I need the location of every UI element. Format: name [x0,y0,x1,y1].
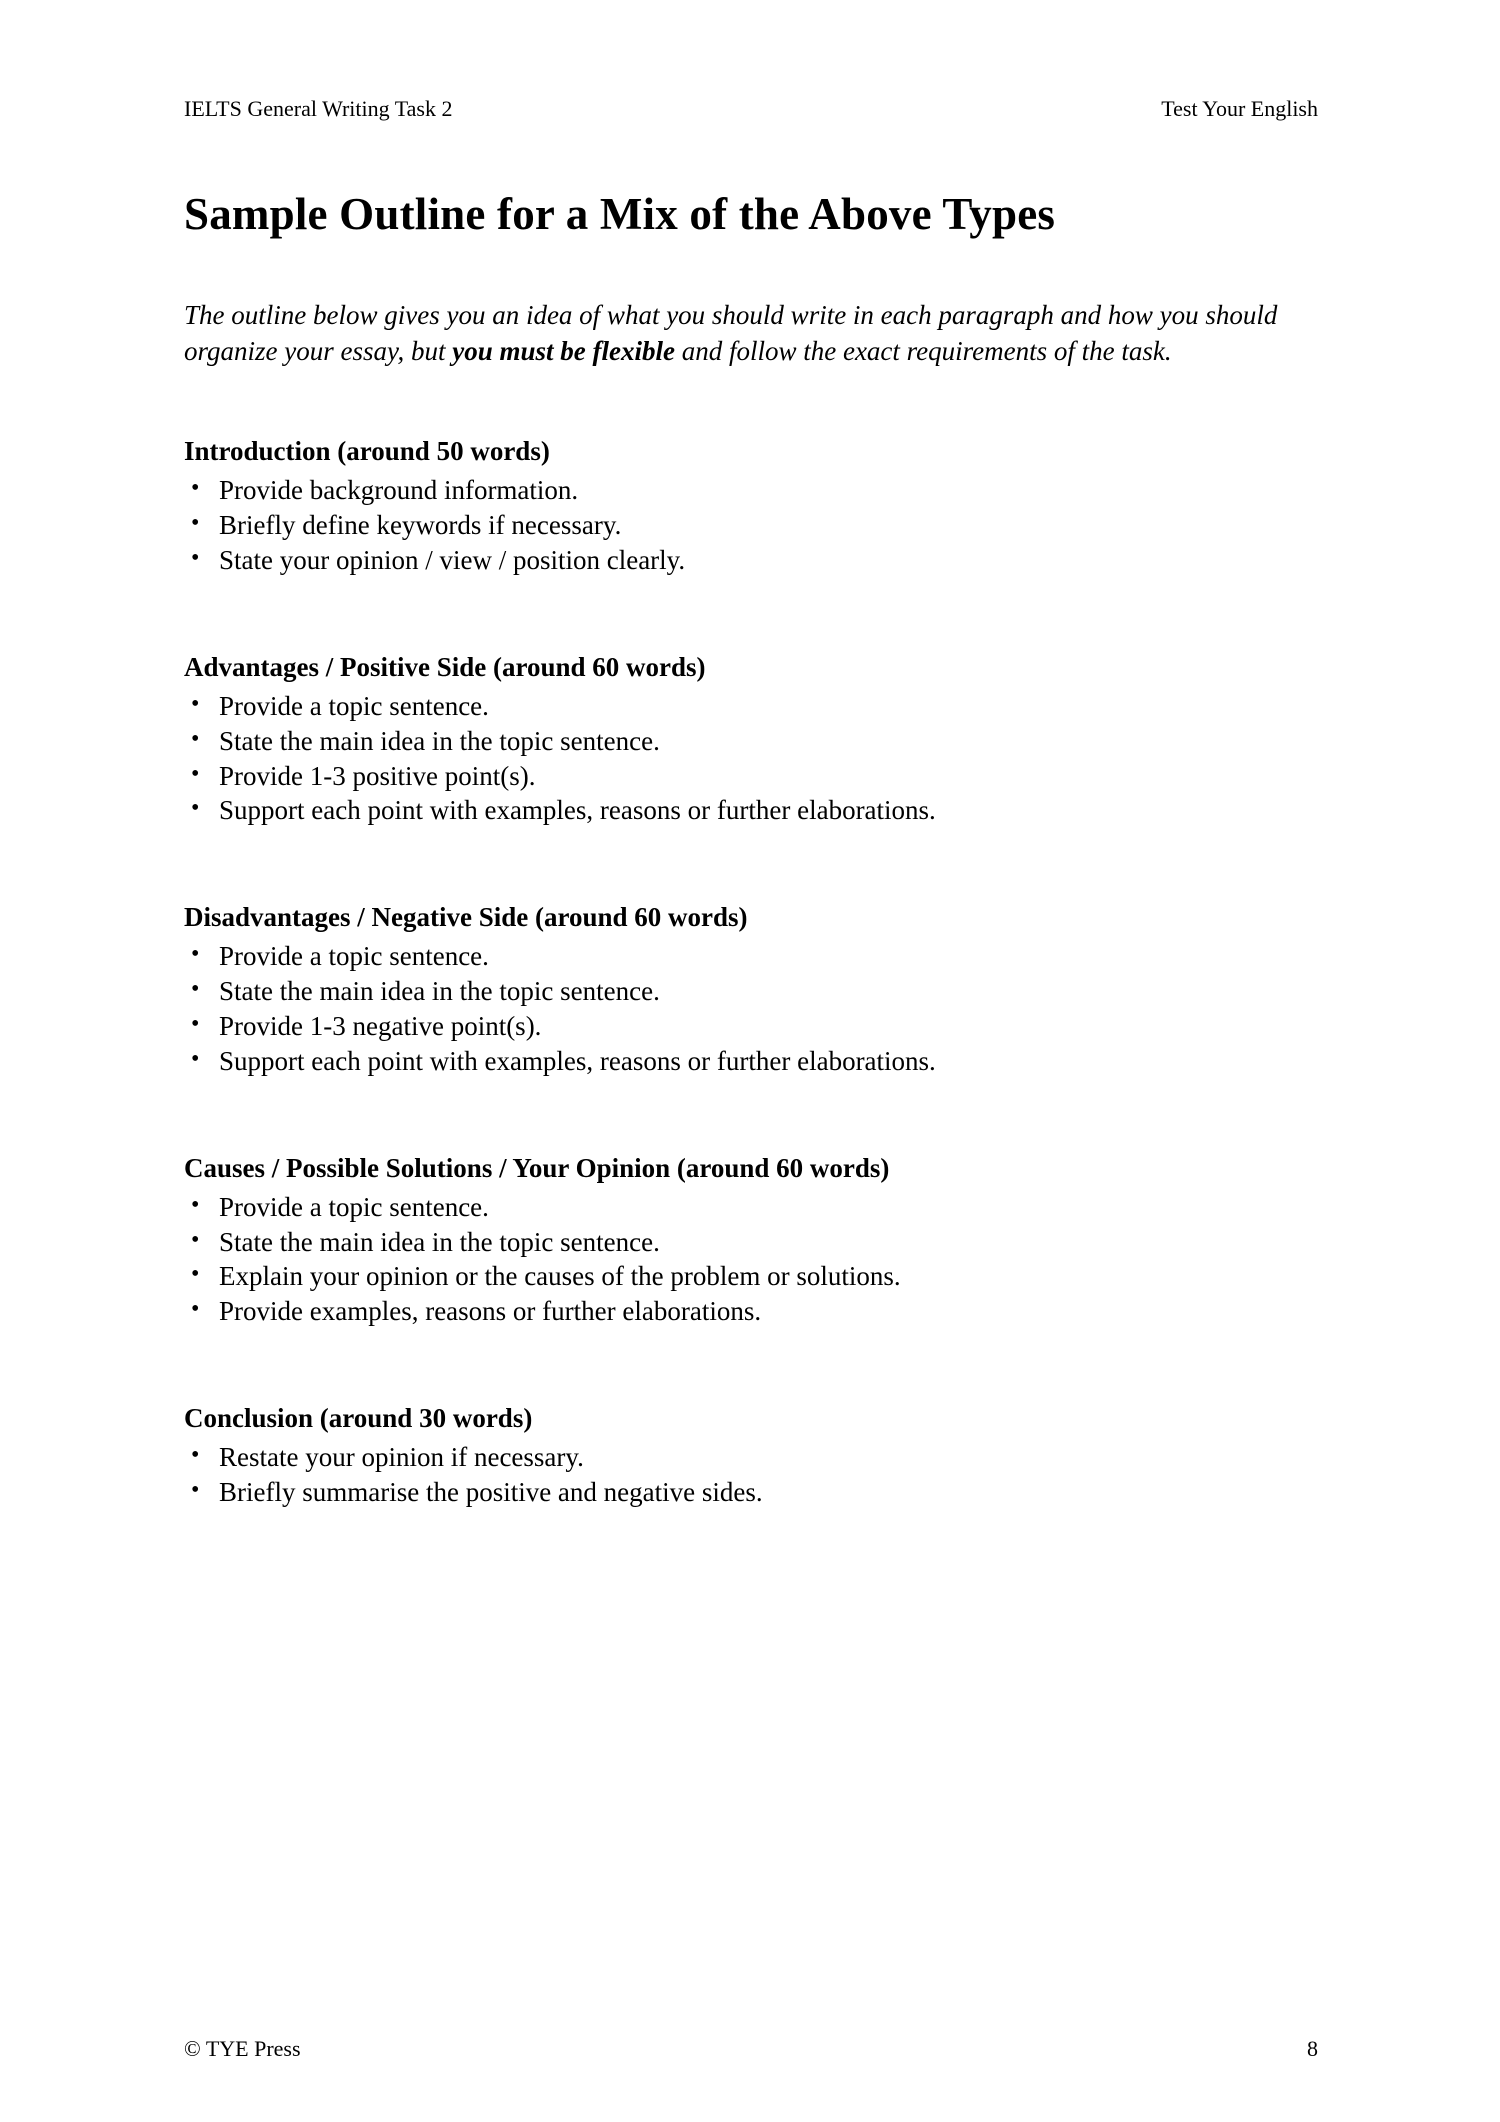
page-footer [184,2036,1318,2062]
bullet-item: • State the main idea in the topic sentence. [191,974,1318,1009]
header-left-text: IELTS General Writing Task 2 [184,96,453,121]
bullet-item: • Provide a topic sentence. [191,1190,1318,1225]
section-heading: Causes / Possible Solutions / Your Opinion (around 60 words) [184,1152,890,1183]
outline-section [184,1401,1318,1510]
sections [184,434,1318,1510]
section-heading: Advantages / Positive Side (around 60 words) [184,651,706,682]
bullet-item: • Provide 1-3 negative point(s). [191,1009,1318,1044]
footer-page-number: 8 [1307,2036,1318,2061]
bullet-item: • State the main idea in the topic sentence. [191,724,1318,759]
intro-text-post: and follow the exact requirements of the task. [674,336,1172,367]
bullet-item: • Provide a topic sentence. [191,689,1318,724]
bullet-item: • Restate your opinion if necessary. [191,1440,1318,1475]
bullet-list [184,689,1318,828]
bullet-item: • State your opinion / view / position clearly. [191,543,1318,578]
bullet-list [184,939,1318,1078]
bullet-item: • Briefly summarise the positive and negative sides. [191,1475,1318,1510]
page-title: Sample Outline for a Mix of the Above Types [184,189,1056,240]
bullet-item: • Provide background information. [191,473,1318,508]
section-heading: Conclusion (around 30 words) [184,1403,533,1433]
bullet-item: • Support each point with examples, reasons or further elaborations. [191,793,1318,828]
bullet-item: • State the main idea in the topic sentence. [191,1225,1318,1260]
bullet-item: • Briefly define keywords if necessary. [191,508,1318,543]
outline-section [184,650,1318,828]
running-header [184,96,1318,122]
intro-text-bold: you must be flexible [452,336,675,367]
intro-paragraph [184,298,1318,370]
bullet-item: • Provide examples, reasons or further elaborations. [191,1294,1318,1329]
bullet-item: • Support each point with examples, reasons or further elaborations. [191,1044,1318,1079]
bullet-list [184,1190,1318,1329]
outline-section [184,434,1318,578]
bullet-list [184,1440,1318,1510]
header-right-text: Test Your English [1161,96,1318,121]
footer-copyright: © TYE Press [184,2036,301,2061]
bullet-item: • Provide a topic sentence. [191,939,1318,974]
section-heading: Disadvantages / Negative Side (around 60 words) [184,902,748,933]
bullet-list [184,473,1318,577]
intro-text-pre: The outline below gives you an idea of what you should write in each paragraph and how you should organize your essay, but [184,300,1278,367]
bullet-item: • Explain your opinion or the causes of the problem or solutions. [191,1259,1318,1294]
outline-section [184,1151,1318,1329]
section-heading: Introduction (around 50 words) [184,436,550,467]
outline-section [184,900,1318,1078]
bullet-item: • Provide 1-3 positive point(s). [191,759,1318,794]
